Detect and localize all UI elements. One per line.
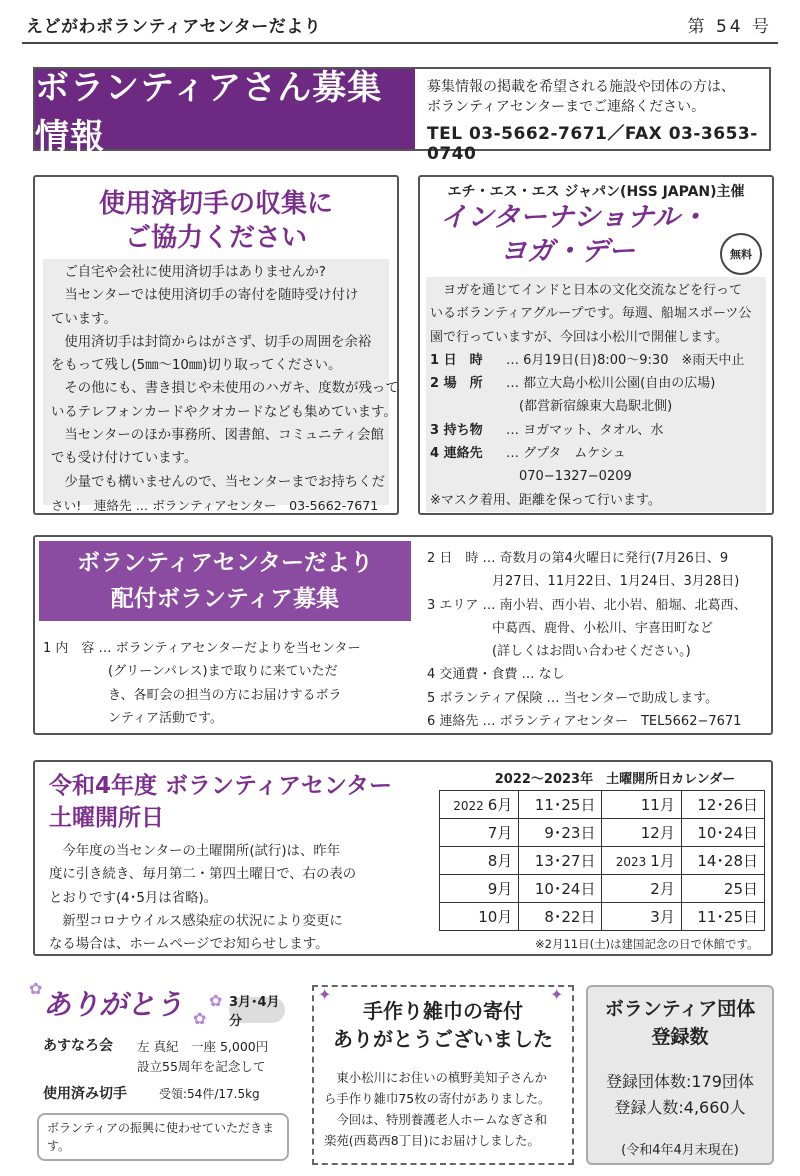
flower-icon: ✿	[29, 979, 43, 998]
towel-title-line: ありがとうございました	[333, 1027, 553, 1051]
calendar-month-label: 6月	[487, 796, 513, 814]
distribution-title	[39, 541, 411, 621]
stamp-collection-box	[33, 175, 399, 515]
calendar-title: 2022～2023年 土曜開所日カレンダー	[494, 772, 736, 787]
pin-icon: ✦	[550, 985, 564, 1004]
distribution-title-line: ボランティアセンターだより	[76, 550, 373, 576]
flower-icon: ✿	[193, 1009, 207, 1028]
calendar-month-label: 10月	[478, 908, 513, 926]
yoga-title	[440, 201, 707, 269]
detail-value: 070−1327−0209	[506, 469, 632, 485]
calendar-days: 13･27日	[519, 847, 602, 875]
registration-title-line: 登録数	[651, 1026, 709, 1048]
detail-key: 1 日 時	[430, 352, 483, 368]
pin-icon: ✦	[318, 985, 332, 1004]
body-line: ご自宅や会社に使用済切手はありませんか?	[64, 265, 326, 280]
calendar-row	[440, 903, 765, 931]
saturday-opening-box	[33, 760, 773, 956]
yoga-organizer: エチ・エス・エス ジャパン(HSS JAPAN)主催	[447, 184, 745, 200]
thanks-box	[29, 979, 293, 1165]
detail-key: 4 連絡先	[430, 446, 483, 462]
body-line: 東小松川にお住いの槙野美知子さんか	[336, 1070, 548, 1085]
yoga-note: ※マスク着用、距離を保って行います。	[430, 492, 661, 508]
detail-value: … グプタ ムケシュ	[506, 446, 626, 462]
donor-org: あすなろ会	[43, 1038, 113, 1054]
stamps-label: 使用済み切手	[43, 1086, 127, 1102]
body-line: 1 内 容 … ボランティアセンターだよりを当センター	[43, 641, 361, 656]
banner-info-line: 募集情報の掲載を希望される施設や団体の方は、	[427, 79, 735, 95]
body-line: 度に引き続き、毎月第二・第四土曜日で、右の表の	[49, 867, 357, 883]
detail-row	[430, 349, 762, 372]
saturday-title-line: 令和4年度 ボランティアセンター	[49, 773, 393, 799]
flower-icon: ✿	[209, 991, 223, 1010]
body-line: ています。	[51, 311, 117, 327]
calendar-month	[440, 791, 519, 819]
calendar-year: 2023	[615, 855, 647, 869]
detail-row	[430, 465, 762, 488]
calendar-month-label: 8月	[487, 852, 513, 870]
distribution-title-line: 配付ボランティア募集	[110, 586, 340, 612]
body-line: 新型コロナウイルス感染症の状況により変更に	[62, 913, 343, 929]
issue-number: 第 54 号	[687, 17, 772, 37]
body-line: 2 日 時 … 奇数月の第4火曜日に発行(7月26日、9	[427, 551, 729, 566]
body-line: 6 連絡先 … ボランティアセンター TEL5662−7671	[427, 714, 742, 730]
donor-amount: 左 真紀 一座 5,000円	[137, 1039, 269, 1054]
banner-info	[427, 77, 735, 117]
header-divider	[22, 42, 778, 44]
calendar-month-label: 1月	[650, 852, 675, 870]
saturday-title-line: 土曜開所日	[49, 805, 164, 831]
detail-key: 3 持ち物	[430, 422, 483, 438]
body-line: さい! 連絡先 … ボランティアセンター 03-5662-7671	[51, 497, 379, 513]
body-line: 今年度の当センターの土曜開所(試行)は、昨年	[62, 844, 341, 859]
detail-key: 2 場 所	[430, 376, 483, 392]
detail-key	[430, 465, 506, 488]
calendar-row	[440, 847, 765, 875]
calendar-days: 11･25日	[519, 791, 602, 819]
body-line: その他にも、書き損じや未使用のハガキ、度数が残って	[64, 381, 399, 397]
calendar-month	[440, 847, 519, 875]
detail-row	[430, 442, 762, 465]
calendar-month-label: 12月	[640, 824, 675, 842]
body-line: 3 エリア … 南小岩、西小岩、北小岩、船堀、北葛西、	[427, 597, 747, 613]
recruitment-banner	[33, 67, 771, 164]
distribution-content	[43, 637, 403, 730]
banner-title: ボランティアさん募集情報	[35, 69, 415, 149]
registration-counts	[588, 1069, 772, 1121]
people-count: 登録人数:4,660人	[614, 1098, 746, 1117]
calendar-month	[440, 875, 519, 903]
towel-body	[324, 1067, 568, 1151]
calendar-days: 14･28日	[681, 847, 764, 875]
yoga-title-line: インターナショナル・	[440, 202, 707, 233]
calendar-days: 9･23日	[519, 819, 602, 847]
calendar-month	[602, 875, 681, 903]
yoga-body	[426, 279, 766, 512]
saturday-calendar	[439, 790, 765, 931]
body-line: をもって残し(5㎜～10㎜)切り取ってください。	[51, 358, 342, 374]
body-line: 中葛西、鹿骨、小松川、宇喜田町など	[427, 620, 714, 636]
detail-row	[430, 395, 762, 418]
body-line: ら手作り雑巾75枚の寄付がありました。	[324, 1091, 551, 1106]
body-line: き、各町会の担当の方にお届けするボラ	[43, 687, 342, 703]
registration-title	[588, 995, 772, 1051]
detail-value: … 6月19日(日)8:00～9:30 ※雨天中止	[506, 352, 745, 368]
calendar-month-label: 7月	[487, 824, 513, 842]
stamp-body	[43, 259, 399, 519]
body-line: 使用済切手は封筒からはがさず、切手の周囲を余裕	[64, 334, 372, 350]
registration-box	[586, 985, 774, 1165]
calendar-month	[602, 791, 681, 819]
towel-title-line: 手作り雑巾の寄付	[363, 999, 523, 1023]
calendar-row	[440, 875, 765, 903]
body-line: ンティア活動です。	[43, 710, 223, 726]
detail-row	[430, 419, 762, 442]
body-line: 5 ボランティア保険 … 当センターで助成します。	[427, 690, 719, 706]
group-count: 登録団体数:179団体	[606, 1072, 754, 1091]
donor-memo: 設立55周年を記念して	[137, 1059, 266, 1074]
body-line: 当センターのほか事務所、図書館、コミュニティ会館	[64, 428, 384, 444]
calendar-month	[602, 847, 681, 875]
detail-row	[430, 372, 762, 395]
banner-info-line: ボランティアセンターまでご連絡ください。	[427, 99, 706, 115]
body-line: 今回は、特別養護老人ホームなぎさ和	[336, 1112, 548, 1127]
free-badge: 無料	[720, 233, 762, 275]
body-line: (グリーンパレス)まで取りに来ていただ	[43, 664, 338, 680]
body-line: 楽苑(西葛西8丁目)にお届けしました。	[324, 1133, 540, 1148]
calendar-days: 10･24日	[681, 819, 764, 847]
thanks-title: ありがとう	[43, 988, 184, 1021]
registration-as-of: (令和4年4月末現在)	[621, 1143, 739, 1158]
body-line: 4 交通費・食費 … なし	[427, 667, 565, 683]
calendar-month-label: 11月	[640, 796, 675, 814]
calendar-days: 25日	[681, 875, 764, 903]
towel-donation-box	[312, 985, 574, 1165]
banner-tel: TEL 03-5662-7671／FAX 03-3653-0740	[427, 124, 758, 164]
calendar-month	[440, 819, 519, 847]
newsletter-title: えどがわボランティアセンターだより	[26, 17, 322, 37]
body-line: いるボランティアグループです。毎週、船堀スポーツ公	[430, 306, 752, 322]
distribution-volunteer-box	[33, 535, 773, 735]
saturday-body	[49, 840, 429, 956]
calendar-month	[602, 903, 681, 931]
detail-value: … ヨガマット、タオル、水	[506, 422, 664, 438]
calendar-row	[440, 819, 765, 847]
calendar-month	[440, 903, 519, 931]
body-line: 当センターでは使用済切手の寄付を随時受け付け	[64, 288, 359, 304]
calendar-days: 8･22日	[519, 903, 602, 931]
calendar-row	[440, 791, 765, 819]
body-line: いるテレフォンカードやクオカードなども集めています。	[51, 404, 397, 420]
body-line: ヨガを通じてインドと日本の文化交流などを行って	[443, 283, 743, 298]
calendar-days: 11･25日	[681, 903, 764, 931]
detail-value: (都営新宿線東大島駅北側)	[506, 399, 673, 415]
stamp-title-line: 使用済切手の収集に	[98, 189, 333, 219]
detail-value: … 都立大島小松川公園(自由の広場)	[506, 376, 716, 392]
yoga-day-box	[418, 175, 774, 515]
body-line: 少量でも構いませんので、当センターまでお持ちくだ	[64, 474, 385, 490]
distribution-details	[427, 547, 767, 733]
calendar-year: 2022	[453, 799, 484, 813]
towel-title	[314, 997, 572, 1053]
detail-key	[430, 395, 506, 418]
body-line: 園で行っていますが、今回は小松川で開催します。	[430, 329, 728, 345]
calendar-days: 12･26日	[681, 791, 764, 819]
yoga-title-line: ヨガ・デー	[500, 236, 635, 267]
body-line: でも受け付けています。	[51, 451, 198, 467]
stamp-title	[35, 187, 397, 255]
calendar-note: ※2月11日(土)は建国記念の日で休館です。	[535, 937, 759, 951]
calendar-month-label: 9月	[487, 880, 513, 898]
calendar-month	[602, 819, 681, 847]
stamp-title-line: ご協力ください	[124, 223, 307, 253]
body-line: (詳しくはお問い合わせください。)	[427, 644, 691, 660]
saturday-title	[49, 770, 392, 834]
thanks-period-badge: 3月･4月分	[229, 997, 285, 1023]
calendar-days: 10･24日	[519, 875, 602, 903]
body-line: 月27日、11月22日、1月24日、3月28日)	[427, 574, 740, 590]
thanks-footer: ボランティアの振興に使わせていただきます。	[37, 1113, 289, 1161]
calendar-month-label: 2月	[650, 880, 675, 898]
registration-title-line: ボランティア団体	[604, 998, 756, 1020]
calendar-month-label: 3月	[650, 908, 675, 926]
stamps-value: 受領:54件/17.5kg	[159, 1087, 260, 1101]
body-line: とおりです(4･5月は省略)。	[49, 890, 218, 906]
body-line: なる場合は、ホームページでお知らせします。	[49, 937, 329, 953]
